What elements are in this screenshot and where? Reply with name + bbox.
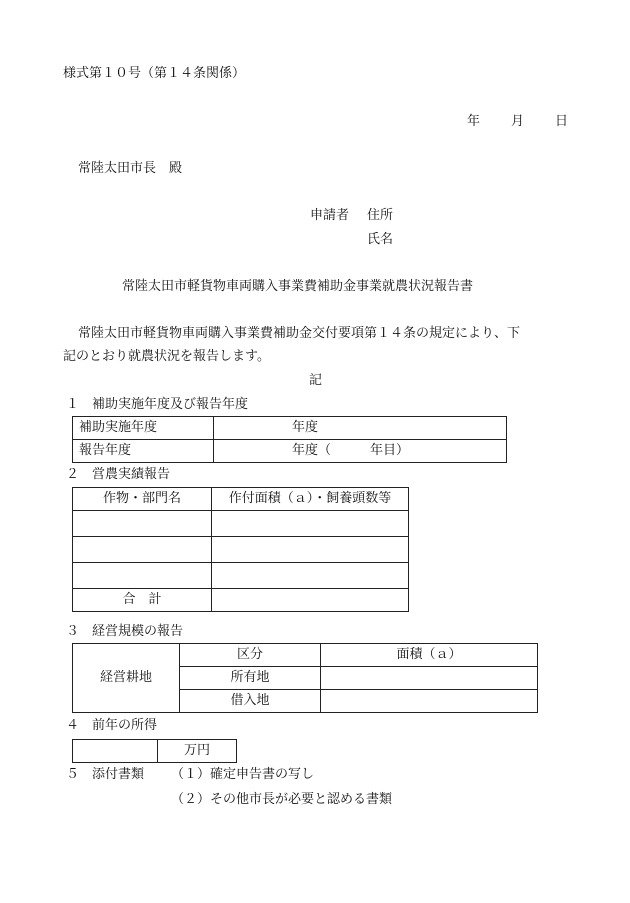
- area-cell[interactable]: [212, 537, 409, 563]
- section1-heading: １ 補助実施年度及び報告年度: [66, 397, 249, 412]
- category-header: 区分: [180, 644, 321, 667]
- implementation-year-value: 年度: [214, 417, 507, 440]
- date-year: 年: [467, 114, 481, 129]
- leased-land-area-cell[interactable]: [321, 690, 538, 713]
- crop-cell[interactable]: [73, 563, 212, 589]
- farmland-group-label: 経営耕地: [73, 644, 180, 713]
- crop-cell[interactable]: [73, 511, 212, 537]
- section3-table: [72, 643, 538, 713]
- section2-heading: ２ 営農実績報告: [66, 467, 171, 482]
- income-value-cell[interactable]: [73, 740, 158, 763]
- addressee: 常陸太田市長 殿: [78, 161, 183, 176]
- section2-table: [72, 487, 409, 612]
- report-year-value: 年度（ 年目）: [214, 440, 507, 463]
- crop-column-header: 作物・部門名: [73, 488, 212, 511]
- implementation-year-label: 補助実施年度: [73, 417, 214, 440]
- applicant-label: 申請者: [310, 208, 350, 223]
- form-number: 様式第１０号（第１４条関係）: [63, 66, 246, 81]
- ki-label: 記: [309, 373, 323, 388]
- date-month: 月: [511, 114, 525, 129]
- area-cell[interactable]: [212, 563, 409, 589]
- owned-land-label: 所有地: [180, 667, 321, 690]
- document-title: 常陸太田市軽貨物車両購入事業費補助金事業就農状況報告書: [122, 279, 474, 294]
- body-line-1: 常陸太田市軽貨物車両購入事業費補助金交付要項第１４条の規定により、下: [78, 326, 521, 341]
- area-header: 面積（ａ）: [321, 644, 538, 667]
- date-day: 日: [555, 114, 569, 129]
- owned-land-area-cell[interactable]: [321, 667, 538, 690]
- leased-land-label: 借入地: [180, 690, 321, 713]
- section3-heading: ３ 経営規模の報告: [66, 624, 184, 639]
- section1-table: [72, 416, 507, 463]
- area-cell[interactable]: [212, 511, 409, 537]
- income-unit: 万円: [158, 740, 237, 763]
- report-year-label: 報告年度: [73, 440, 214, 463]
- attachment-item-1: （１）確定申告書の写し: [171, 767, 315, 782]
- section4-heading: ４ 前年の所得: [66, 718, 158, 733]
- body-line-2: 記のとおり就農状況を報告します。: [63, 349, 270, 364]
- attachment-item-2: （２）その他市長が必要と認める書類: [171, 792, 393, 807]
- applicant-address: 住所: [367, 208, 394, 223]
- total-label: 合 計: [73, 589, 212, 612]
- crop-cell[interactable]: [73, 537, 212, 563]
- section4-table: [72, 739, 237, 763]
- section5-heading: ５ 添付書類: [66, 767, 145, 782]
- area-column-header: 作付面積（ａ）・飼養頭数等: [212, 488, 409, 511]
- total-value-cell[interactable]: [212, 589, 409, 612]
- applicant-name: 氏名: [367, 232, 394, 247]
